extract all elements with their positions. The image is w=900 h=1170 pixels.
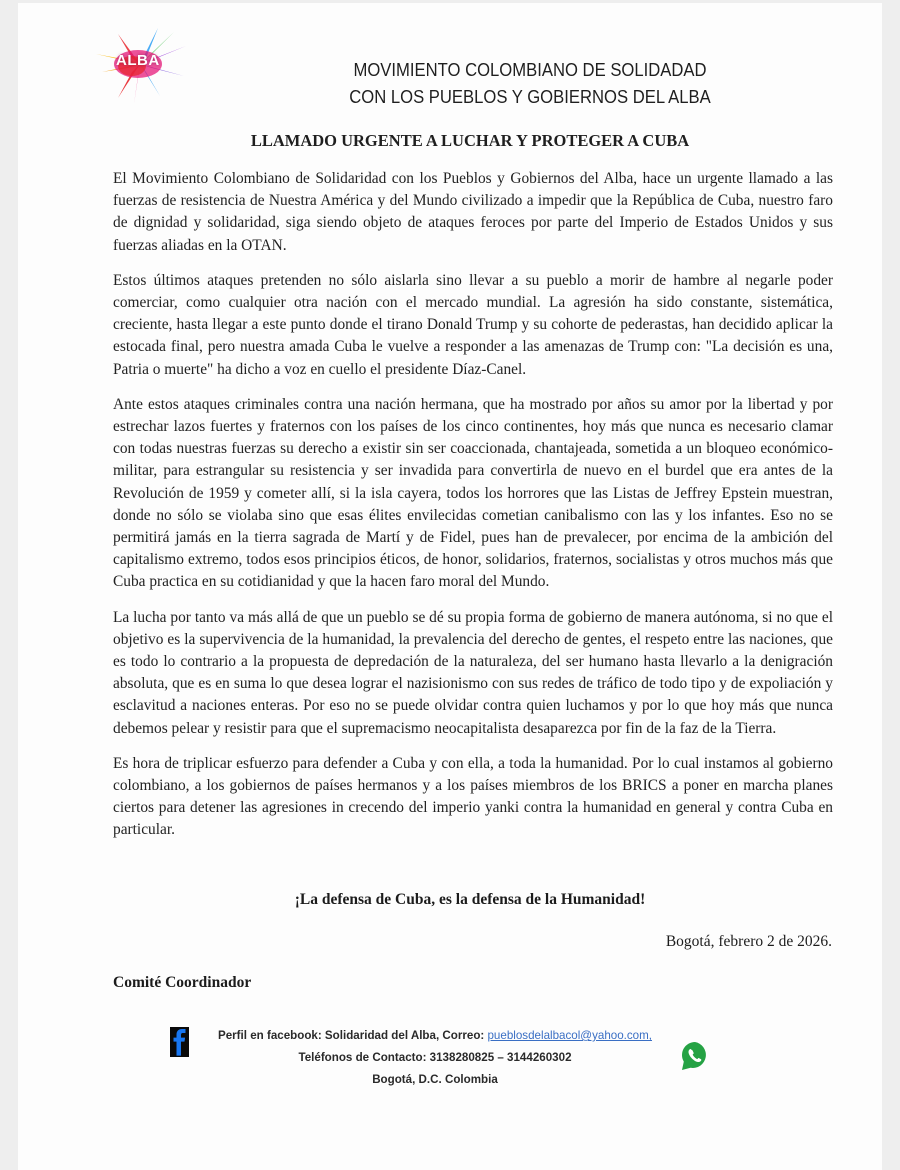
document-body (113, 168, 833, 855)
organization-title-line-2: CON LOS PUEBLOS Y GOBIERNOS DEL ALBA (349, 86, 711, 107)
facebook-line (200, 1025, 670, 1047)
paragraph: La lucha por tanto va más allá de que un pueblo se dé su propia forma de gobierno de manera autónoma, si no que el objetivo es la supervivencia de la humanidad, la prevalencia del derecho de gentes, el respeto entre las naciones, que es todo lo contrario a la propuesta de depredación de la naturaleza, del ser humano hasta llevarlo a la denigración absoluta, que es en suma lo que desea lograr el nazisionismo con sus redes de tráfico de todo tipo y de expoliación y esclavitud a naciones enteras. Por eso no se puede olvidar contra quien luchamos y por lo que hoy más que nunca debemos pelear y resistir para que el supremacismo neocapitalista desaparezca por fin de la faz de la Tierra. (113, 608, 833, 737)
whatsapp-icon[interactable] (680, 1040, 710, 1072)
paragraph: El Movimiento Colombiano de Solidaridad con los Pueblos y Gobiernos del Alba, hace un urgente llamado a las fuerzas de resistencia de Nuestra América y del Mundo civilizado a impedir que la República de Cuba, nuestro faro de dignidad y solidaridad, siga siendo objeto de ataques feroces por parte del Imperio de Estados Unidos y sus fuerzas aliadas en la OTAN. (113, 170, 833, 254)
paragraph: Ante estos ataques criminales contra una nación hermana, que ha mostrado por años su amor por la libertad y por estrechar lazos fuertes y fraternos con los países de los cinco continentes, hoy más que nunca es necesario clamar con todas nuestras fuerzas su derecho a existir sin ser coaccionada, chantajeada, sometida a un bloqueo económico-militar, para estrangular su resistencia y ser invadida para convertirla de nuevo en el burdel que era antes de la Revolución de 1959 y cometer allí, si la isla cayera, todos los horrores que las Listas de Jeffrey Epstein muestran, donde no sólo se violaba sino que esas élites envilecidas cometian canibalismo con las y los infantes. Eso no se permitirá jamás en la tierra sagrada de Martí y de Fidel, pues han de prevalecer, por encima de la ambición del capitalismo extremo, todos esos principios éticos, de honor, solidarios, fraternos, socialistas y otros muchos más que Cuba practica en su cotidianidad y que la hacen faro moral del Mundo. (113, 395, 833, 591)
paragraph: Es hora de triplicar esfuerzo para defender a Cuba y con ella, a toda la humanidad. Por lo cual instamos al gobierno colombiano, a los gobiernos de países hermanos y a los países miembros de los BRICS a poner en marcha planes ciertos para detener las agresiones in crecendo del imperio yanki contra la humanidad en general y contra Cuba en particular. (113, 754, 833, 839)
contact-footer (200, 1025, 670, 1091)
phone-numbers: Teléfonos de Contacto: 3138280825 – 3144260302 (298, 1051, 572, 1064)
facebook-profile-text: Perfil en facebook: Solidaridad del Alba, Correo: (217, 1029, 488, 1042)
date-line: Bogotá, febrero 2 de 2026. (665, 933, 832, 950)
email-link[interactable]: pueblosdelalbacol@yahoo.com, (487, 1029, 653, 1042)
slogan: ¡La defensa de Cuba, es la defensa de la Humanidad! (294, 891, 646, 908)
organization-title-line-1: MOVIMIENTO COLOMBIANO DE SOLIDADAD (353, 59, 707, 80)
facebook-icon[interactable] (170, 1027, 189, 1057)
paragraph: Estos últimos ataques pretenden no sólo aislarla sino llevar a su pueblo a morir de hambre al negarle poder comerciar, como cualquier otra nación con el mercado mundial. La agresión ha sido constante, sistemática, creciente, hasta llegar a este punto donde el tirano Donald Trump y su cohorte de pederastas, han decidido aplicar la estocada final, pero nuestra amada Cuba le vuelve a responder a las amenazas de Trump con: "La decisión es una, Patria o muerte" ha dicho a voz en cuello el presidente Díaz-Canel. (113, 271, 833, 378)
signature: Comité Coordinador (113, 974, 252, 991)
organization-title (323, 56, 737, 110)
document-title: LLAMADO URGENTE A LUCHAR Y PROTEGER A CUBA (250, 131, 690, 150)
logo-text: ALBA (116, 52, 160, 69)
alba-logo (88, 24, 192, 106)
city-line: Bogotá, D.C. Colombia (372, 1073, 498, 1086)
